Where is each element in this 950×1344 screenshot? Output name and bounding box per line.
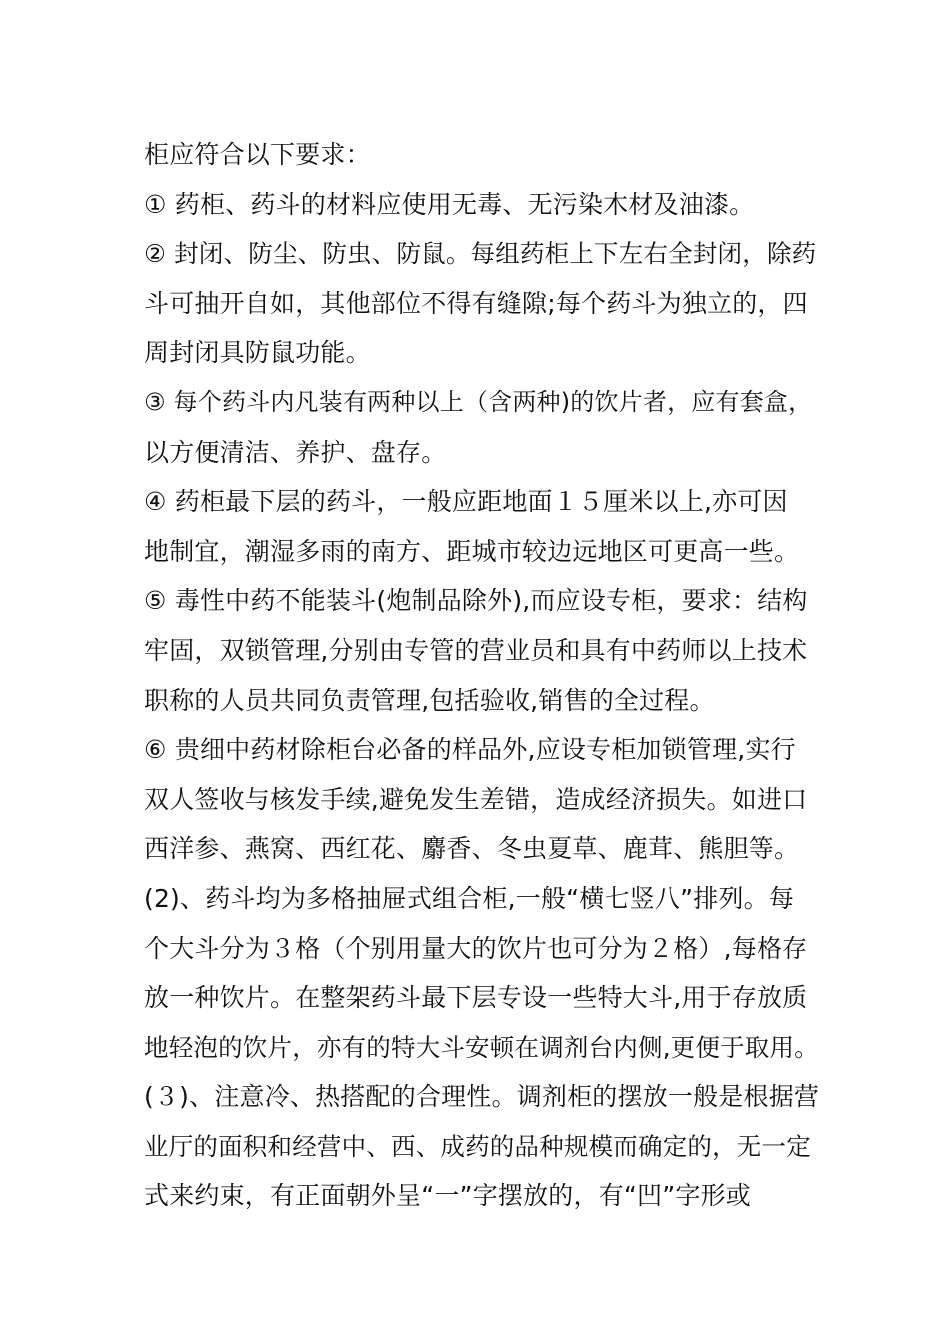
text-line-9: 地制宜，潮湿多雨的南方、距城市较边远地区可更高一些。 [144, 536, 800, 566]
text-line-2: ① 药柜、药斗的材料应使用无毒、无污染木材及油漆。 [144, 189, 755, 219]
text-line-17: 个大斗分为３格（个别用量大的饮片也可分为２格）,每格存 [144, 933, 808, 963]
text-line-13: ⑥ 贵细中药材除柜台必备的样品外,应设专柜加锁管理,实行 [144, 735, 796, 765]
text-line-10: ⑤ 毒性中药不能装斗(炮制品除外),而应设专柜，要求：结构 [144, 586, 808, 616]
text-line-18: 放一种饮片。在整架药斗最下层专设一些特大斗,用于存放质 [144, 983, 808, 1013]
text-line-16: (2)、药斗均为多格抽屉式组合柜,一般“横七竖八”排列。每 [144, 883, 795, 913]
text-line-6: ③ 每个药斗内凡装有两种以上（含两种)的饮片者，应有套盒， [144, 387, 813, 416]
text-line-5: 周封闭具防鼠功能。 [144, 338, 371, 368]
text-line-11: 牢固，双锁管理,分别由专管的营业员和具有中药师以上技术 [144, 635, 808, 665]
body-text [144, 130, 820, 1221]
text-line-3: ② 封闭、防尘、防虫、防鼠。每组药柜上下左右全封闭，除药 [144, 239, 817, 269]
text-line-7: 以方便清洁、养护、盘存。 [144, 437, 447, 467]
text-line-14: 双人签收与核发手续,避免发生差错，造成经济损失。如进口 [144, 784, 808, 814]
text-line-15: 西洋参、燕窝、西红花、麝香、冬虫夏草、鹿茸、熊胆等。 [144, 834, 800, 864]
text-line-19: 地轻泡的饮片，亦有的特大斗安顿在调剂台内侧,更便于取用。 [144, 1032, 819, 1062]
text-line-12: 职称的人员共同负责管理,包括验收,销售的全过程。 [144, 685, 715, 715]
text-line-20: (３)、注意冷、热搭配的合理性。调剂柜的摆放一般是根据营 [144, 1082, 820, 1112]
text-line-8: ④ 药柜最下层的药斗，一般应距地面１５厘米以上,亦可因 [144, 487, 788, 517]
text-line-4: 斗可抽开自如，其他部位不得有缝隙;每个药斗为独立的，四 [144, 288, 808, 318]
text-line-1: 柜应符合以下要求： [144, 140, 371, 169]
text-line-22: 式来约束，有正面朝外呈“一”字摆放的，有“凹”字形或 [144, 1181, 752, 1211]
text-line-21: 业厅的面积和经营中、西、成药的品种规模而确定的，无一定 [144, 1131, 811, 1161]
